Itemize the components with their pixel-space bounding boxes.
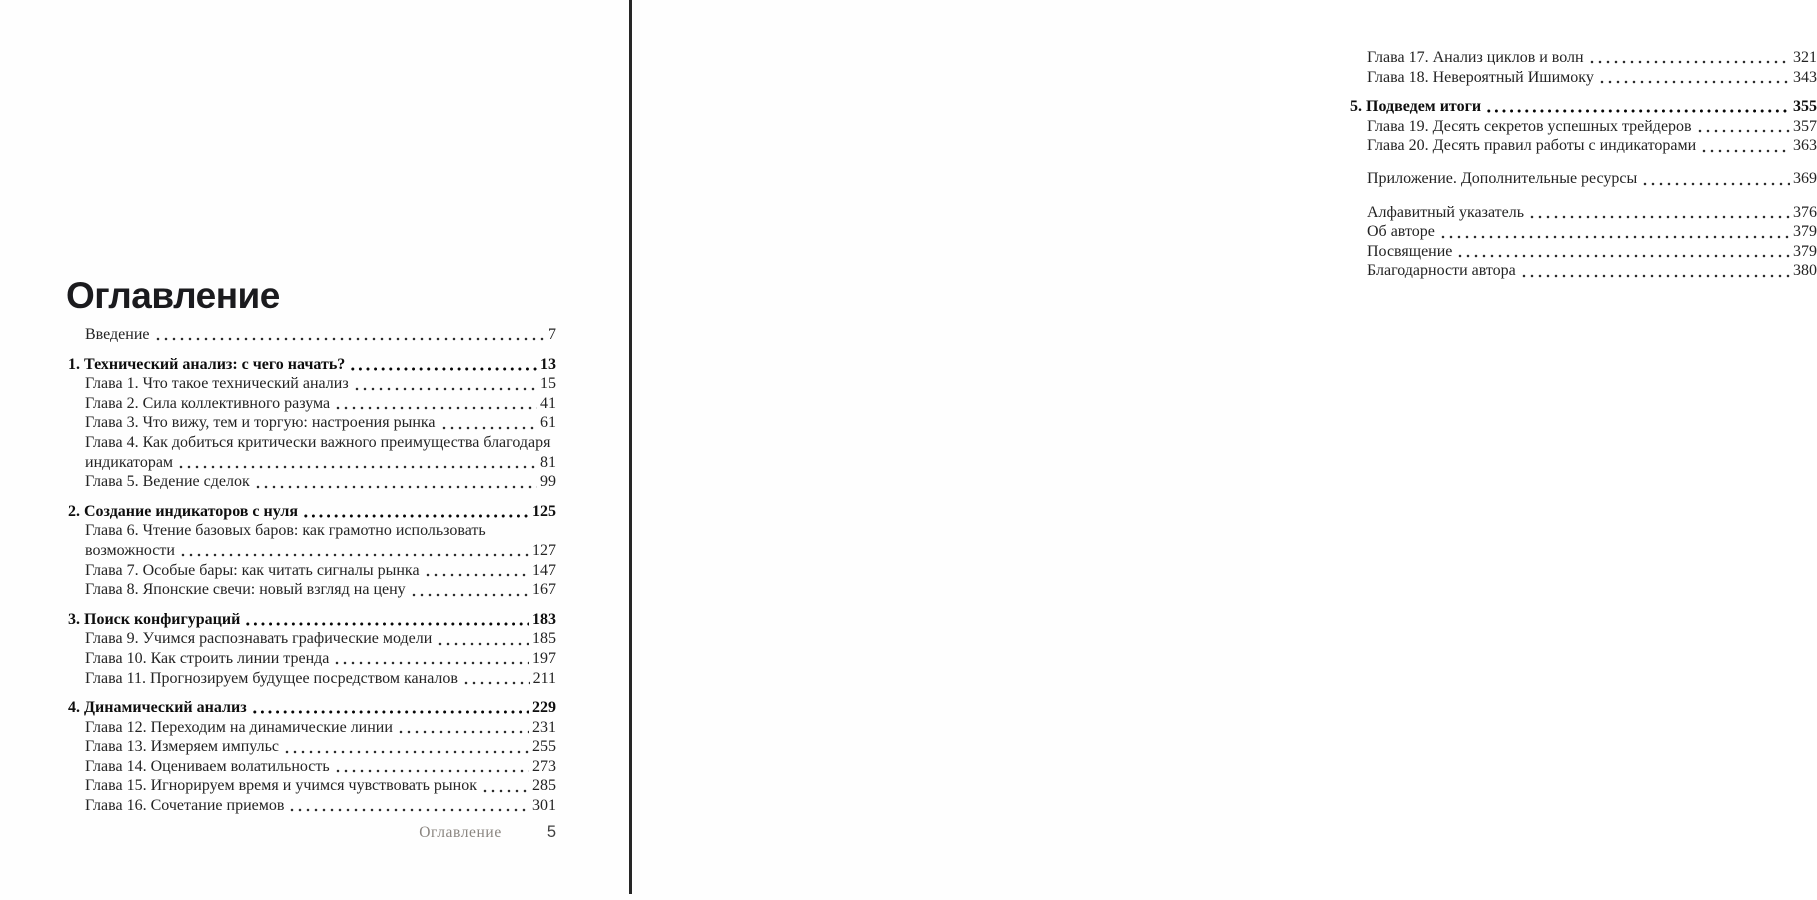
- toc-page-number: 7: [548, 326, 556, 343]
- toc-entry-title: Алфавитный указатель: [1367, 203, 1525, 221]
- dot-leader: [1528, 215, 1790, 219]
- left-page: [0, 0, 629, 900]
- toc-page-number: 81: [540, 453, 556, 471]
- dot-leader: [436, 642, 529, 646]
- dot-leader: [1641, 182, 1790, 186]
- toc-section-row: [68, 355, 556, 375]
- toc-page-number: 273: [532, 757, 556, 775]
- toc-entry-row: [1350, 242, 1817, 262]
- toc-entry-title: Глава 14. Оцениваем волатильность: [85, 757, 330, 775]
- dot-leader: [177, 465, 537, 469]
- dot-leader: [1598, 80, 1790, 84]
- toc-list-left: [68, 325, 556, 816]
- toc-page-number: 231: [532, 718, 556, 736]
- toc-entry-title: Об авторе: [1367, 223, 1435, 241]
- toc-entry-title: Глава 12. Переходим на динамические линии: [85, 718, 393, 736]
- toc-page-number: 357: [1793, 117, 1817, 135]
- toc-entry-row: [68, 796, 556, 816]
- toc-entry-row: [1350, 261, 1817, 281]
- toc-entry-title: Глава 2. Сила коллективного разума: [85, 394, 331, 412]
- toc-entry-title: Глава 11. Прогнозируем будущее посредством каналов: [85, 669, 458, 687]
- toc-section-row: [1350, 97, 1817, 117]
- toc-entry-row: [1350, 48, 1817, 68]
- toc-entry-title-continuation: возможности: [85, 541, 175, 559]
- dot-leader: [410, 593, 529, 597]
- dot-leader: [334, 769, 529, 773]
- toc-page-number: 363: [1793, 137, 1817, 155]
- toc-entry-title: Глава 16. Сочетание приемов: [85, 797, 285, 815]
- toc-entry-row: [68, 776, 556, 796]
- toc-page-number: 125: [532, 502, 556, 520]
- toc-entry-title: Глава 9. Учимся распознавать графические модели: [85, 630, 433, 648]
- dot-leader: [244, 622, 529, 626]
- toc-entry-row: [68, 541, 556, 561]
- dot-leader: [179, 553, 529, 557]
- toc-entry-title: 2. Создание индикаторов с нуля: [68, 502, 298, 520]
- toc-list-right: [1350, 48, 1817, 281]
- toc-page-number: 211: [532, 669, 556, 687]
- toc-entry-title: 3. Поиск конфигураций: [68, 610, 241, 628]
- toc-entry-title: Глава 7. Особые бары: как читать сигналы рынка: [85, 561, 420, 579]
- toc-entry-row: [1350, 169, 1817, 189]
- toc-entry-title: Посвящение: [1367, 242, 1453, 260]
- toc-entry-row: [68, 413, 556, 433]
- toc-entry-title: Глава 3. Что вижу, тем и торгую: настроения рынка: [85, 414, 436, 432]
- toc-entry-title: 4. Динамический анализ: [68, 699, 247, 717]
- dot-leader: [353, 387, 537, 391]
- toc-entry-title: Глава 17. Анализ циклов и волн: [1367, 49, 1584, 66]
- dot-leader: [334, 406, 537, 410]
- dot-leader: [302, 514, 529, 518]
- toc-entry-row: [1350, 136, 1817, 156]
- toc-page-number: 229: [532, 699, 556, 717]
- left-page-footer: [68, 823, 556, 842]
- toc-entry-row: [68, 453, 556, 473]
- toc-entry-title: Благодарности автора: [1367, 262, 1516, 280]
- toc-entry-row: [68, 757, 556, 777]
- toc-page-number: 147: [532, 561, 556, 579]
- toc-section-row: [68, 610, 556, 630]
- toc-page-number: 15: [540, 375, 556, 393]
- dot-leader: [154, 337, 546, 341]
- toc-entry-title: Введение: [85, 326, 150, 343]
- toc-entry-row: [68, 561, 556, 581]
- toc-entry-row: [68, 649, 556, 669]
- toc-page-number: 355: [1793, 98, 1817, 116]
- dot-leader: [462, 681, 530, 685]
- dot-leader: [349, 367, 537, 371]
- toc-entry-title: Глава 1. Что такое технический анализ: [85, 375, 349, 393]
- toc-entry-title: Глава 18. Невероятный Ишимоку: [1367, 68, 1594, 86]
- toc-entry-row: [68, 472, 556, 492]
- toc-entry-row: [68, 394, 556, 414]
- toc-entry-row: [68, 521, 556, 541]
- dot-leader: [254, 485, 537, 489]
- toc-entry-row: [68, 580, 556, 600]
- toc-page-number: 41: [540, 394, 556, 412]
- dot-leader: [424, 573, 529, 577]
- toc-entry-row: [1350, 222, 1817, 242]
- dot-leader: [1520, 274, 1790, 278]
- dot-leader: [1456, 254, 1790, 258]
- toc-page-number: 255: [532, 738, 556, 756]
- dot-leader: [1439, 235, 1790, 239]
- toc-entry-row: [68, 718, 556, 738]
- toc-page-number: 167: [532, 581, 556, 599]
- toc-entry-row: [68, 629, 556, 649]
- toc-title: Оглавление: [66, 274, 280, 316]
- toc-entry-row: [1350, 117, 1817, 137]
- toc-entry-row: [68, 737, 556, 757]
- toc-entry-title: Глава 10. Как строить линии тренда: [85, 649, 330, 667]
- toc-entry-title: 5. Подведем итоги: [1350, 98, 1482, 116]
- dot-leader: [440, 426, 537, 430]
- dot-leader: [1485, 109, 1790, 113]
- toc-page-number: 379: [1793, 242, 1817, 260]
- toc-entry-title: Приложение. Дополнительные ресурсы: [1367, 170, 1638, 188]
- toc-page-number: 285: [532, 777, 556, 795]
- toc-entry-title: Глава 4. Как добиться критически важного преимущества благодаря: [85, 433, 551, 451]
- toc-section-row: [68, 698, 556, 718]
- dot-leader: [1696, 129, 1790, 133]
- toc-page-number: 380: [1793, 262, 1817, 280]
- dot-leader: [251, 710, 529, 714]
- toc-page-number: 376: [1793, 203, 1817, 221]
- toc-entry-row: [68, 669, 556, 689]
- toc-page-number: 99: [540, 473, 556, 491]
- toc-page-number: 369: [1793, 170, 1817, 188]
- dot-leader: [397, 730, 529, 734]
- toc-entry-row: [68, 374, 556, 394]
- toc-entry-row: [1350, 203, 1817, 223]
- toc-entry-title: Глава 15. Игнорируем время и учимся чувствовать рынок: [85, 777, 477, 795]
- toc-page-number: 127: [532, 541, 556, 559]
- dot-leader: [333, 661, 529, 665]
- toc-page-number: 61: [540, 414, 556, 432]
- toc-page-number: 13: [540, 355, 556, 373]
- footer-section-label: Оглавление: [419, 824, 502, 841]
- toc-page-number: 321: [1793, 49, 1817, 66]
- toc-entry-title: Глава 5. Ведение сделок: [85, 473, 250, 491]
- toc-entry-title: Глава 6. Чтение базовых баров: как грамотно использовать: [85, 522, 486, 540]
- toc-entry-title: Глава 20. Десять правил работы с индикаторами: [1367, 137, 1697, 155]
- toc-entry-title: 1. Технический анализ: с чего начать?: [68, 355, 346, 373]
- toc-page-number: 197: [532, 649, 556, 667]
- dot-leader: [1588, 60, 1790, 64]
- dot-leader: [481, 789, 529, 793]
- toc-section-row: [68, 502, 556, 522]
- toc-page-number: 343: [1793, 68, 1817, 86]
- toc-entry-row: [68, 325, 556, 345]
- dot-leader: [1700, 149, 1790, 153]
- dot-leader: [283, 750, 529, 754]
- toc-entry-title: Глава 19. Десять секретов успешных трейдеров: [1367, 117, 1692, 135]
- toc-entry-title-continuation: индикаторам: [85, 453, 174, 471]
- toc-page-number: 183: [532, 610, 556, 628]
- toc-entry-row: [68, 433, 556, 453]
- toc-page-number: 379: [1793, 223, 1817, 241]
- toc-page-number: 301: [532, 797, 556, 815]
- toc-page-number: 185: [532, 630, 556, 648]
- dot-leader: [288, 808, 529, 812]
- toc-entry-title: Глава 13. Измеряем импульс: [85, 738, 279, 756]
- toc-entry-title: Глава 8. Японские свечи: новый взгляд на цену: [85, 581, 406, 599]
- right-page: [632, 0, 1817, 900]
- footer-page-number: 5: [546, 823, 556, 841]
- toc-entry-row: [1350, 68, 1817, 88]
